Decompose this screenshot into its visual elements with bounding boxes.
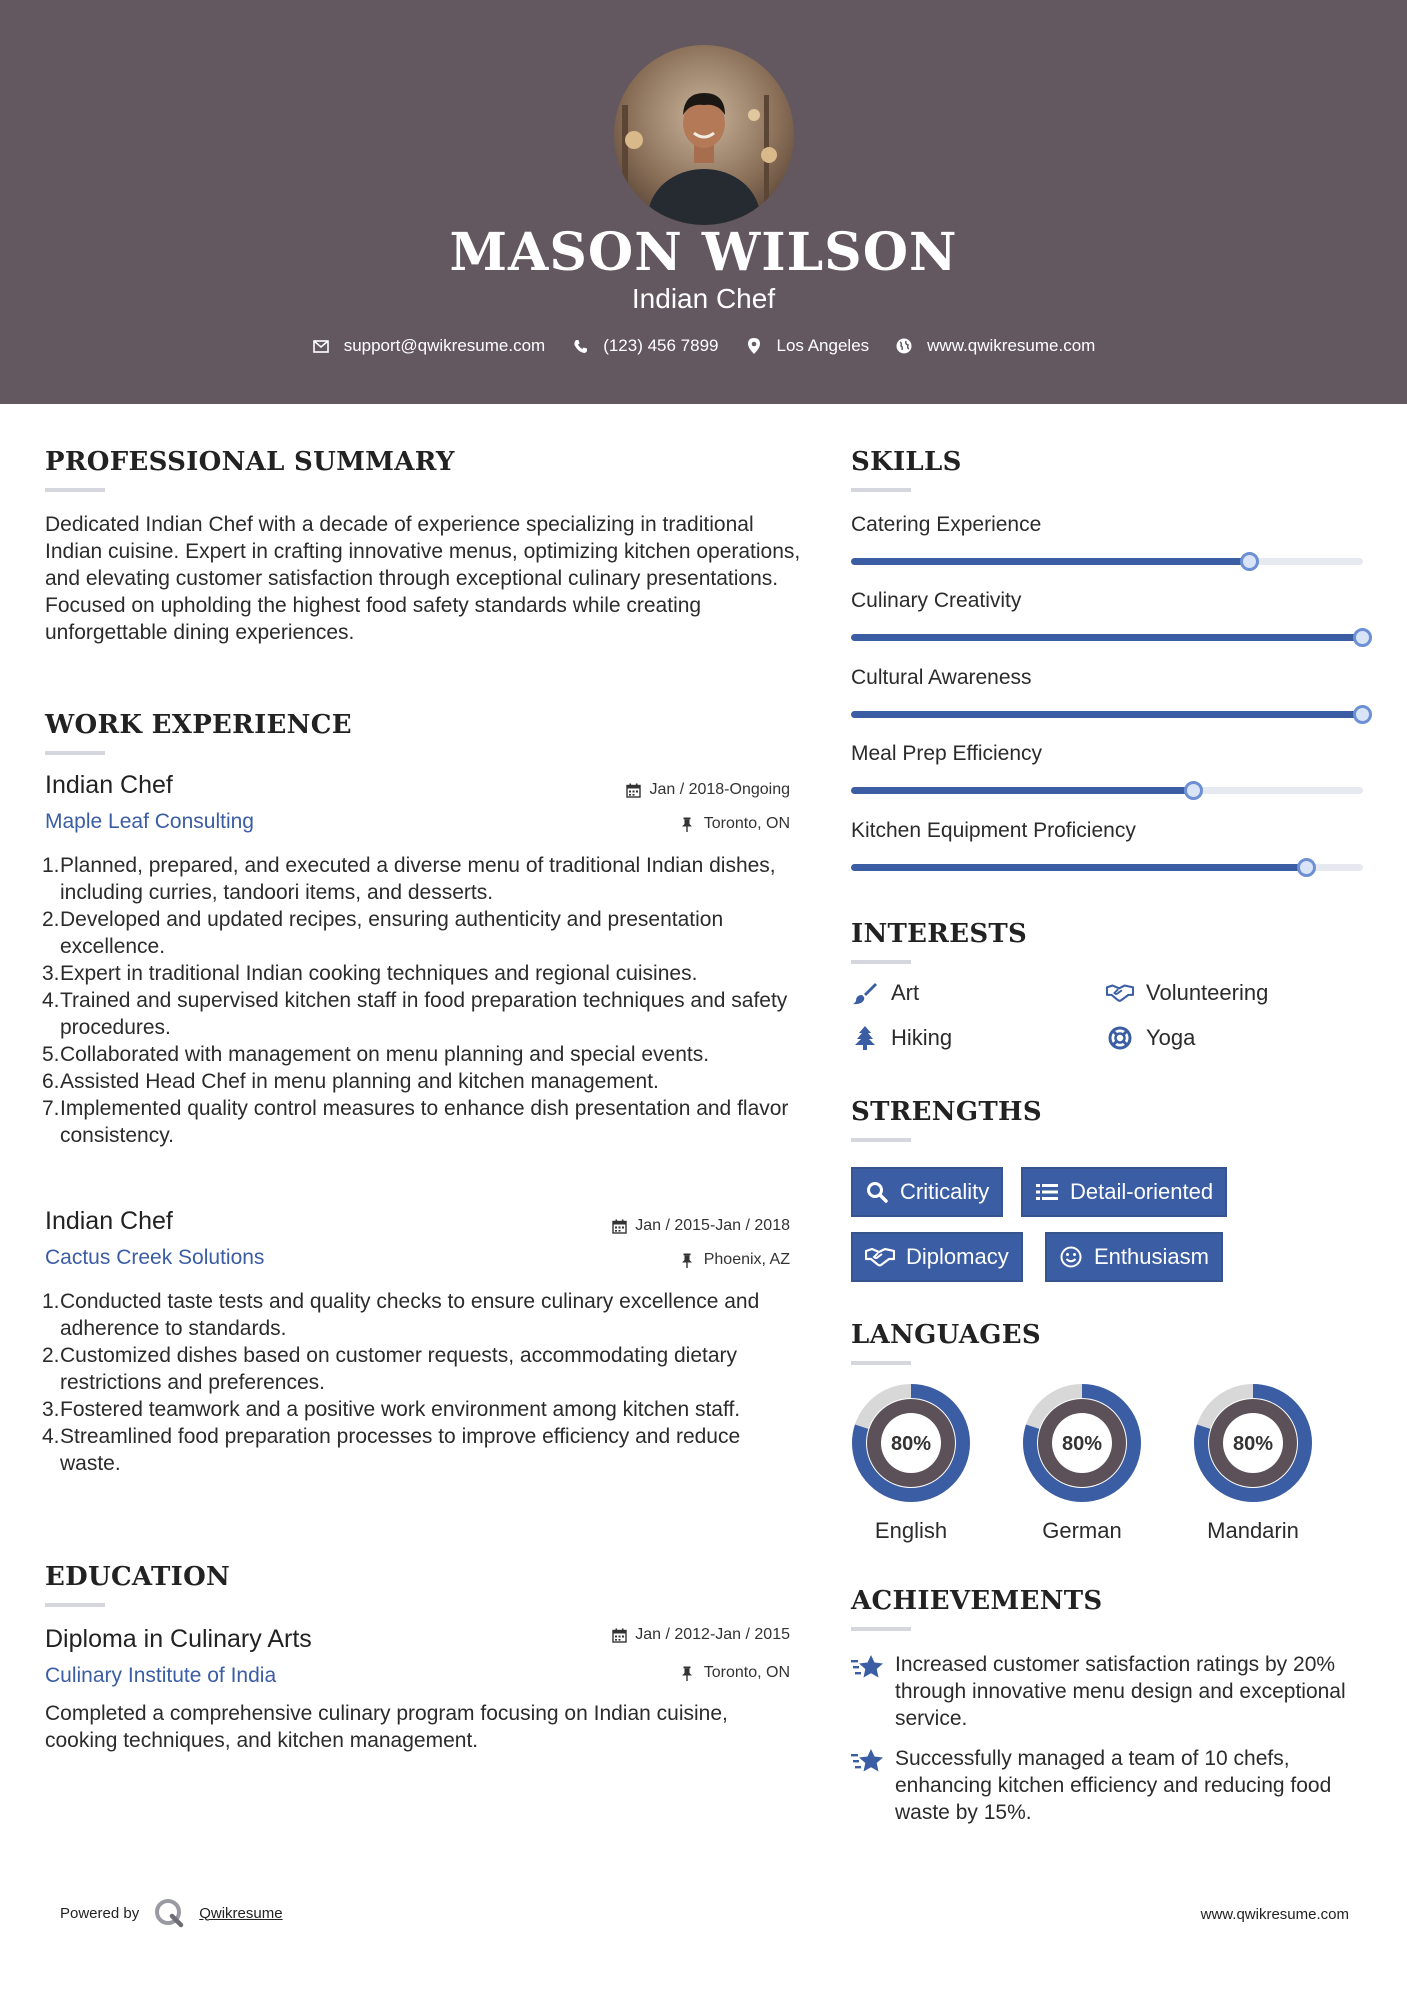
list-item: 7. Implemented quality control measures to enhance dish presentation and flavor consistency. (42, 1097, 789, 1147)
interests-heading-rule (851, 960, 911, 964)
interests-heading: INTERESTS (851, 919, 1028, 949)
location-text: Los Angeles (776, 336, 870, 355)
language-percent: 80% (890, 1433, 932, 1455)
interest-label: Yoga (1146, 1025, 1196, 1050)
summary-heading-rule (45, 488, 105, 492)
school-name[interactable]: Culinary Institute of India (45, 1664, 277, 1687)
language-name: English (874, 1518, 948, 1543)
job-dates-text: Jan / 2018-Ongoing (649, 781, 790, 798)
achievement-item (851, 1651, 1351, 1732)
language-ring (1021, 1382, 1143, 1504)
list-item: 1. Conducted taste tests and quality checks to ensure culinary excellence and adherence to standards. (42, 1290, 760, 1340)
skills-heading-rule (851, 488, 911, 492)
calendar-icon (626, 783, 641, 798)
interest-label: Art (891, 980, 920, 1005)
language-percent: 80% (1232, 1433, 1274, 1455)
skill-label: Meal Prep Efficiency (851, 742, 1043, 765)
candidate-name: MASON WILSON (449, 222, 958, 283)
footer-site-link[interactable]: www.qwikresume.com (1200, 1906, 1349, 1923)
list-item: 2. Developed and updated recipes, ensuring authenticity and presentation excellence. (42, 908, 724, 958)
job-title: Indian Chef (45, 1207, 173, 1235)
achievement-item (851, 1745, 1351, 1826)
skill-bar (851, 864, 1363, 871)
strength-label: Criticality (900, 1179, 990, 1204)
smile-icon (1059, 1245, 1083, 1269)
work-heading: WORK EXPERIENCE (45, 710, 352, 740)
language-item (1192, 1382, 1314, 1544)
handshake-icon (1106, 980, 1134, 1006)
languages-heading: LANGUAGES (851, 1320, 1041, 1350)
education-dates (440, 1626, 790, 1644)
job-title: Indian Chef (45, 771, 173, 799)
interest-label: Volunteering (1146, 980, 1269, 1005)
candidate-title: Indian Chef (631, 283, 776, 314)
powered-by-label: Powered by (60, 1904, 140, 1922)
strength-chip (851, 1232, 1023, 1282)
tree-icon (851, 1025, 879, 1051)
language-ring (850, 1382, 972, 1504)
contact-website[interactable] (895, 336, 1095, 356)
summary-text: Dedicated Indian Chef with a decade of experience specializing in traditional Indian cuisine. Expert in crafting innovative menus, optimizing kitchen operations, and elevating customer satisfaction through exceptional culinary presentations. Focused on upholding the highest food safety standards while creating unforgettable dining experiences. (45, 513, 801, 644)
strength-chip (1045, 1232, 1223, 1282)
education-description: Completed a comprehensive culinary program focusing on Indian cuisine, cooking techniques, and kitchen management. (45, 1702, 728, 1752)
education-location-text: Toronto, ON (703, 1664, 790, 1681)
skill-bar-handle (1353, 705, 1372, 724)
strengths-heading: STRENGTHS (851, 1097, 1042, 1127)
skill-bar (851, 787, 1363, 794)
language-name: German (1042, 1518, 1122, 1543)
contact-location (745, 336, 870, 356)
resume-header (0, 0, 1407, 404)
summary-heading: PROFESSIONAL SUMMARY (45, 447, 455, 477)
interest-label: Hiking (891, 1025, 953, 1050)
achievements-heading-rule (851, 1627, 911, 1631)
skill-bar-handle (1240, 552, 1259, 571)
work-heading-rule (45, 751, 105, 755)
degree-title: Diploma in Culinary Arts (45, 1625, 312, 1653)
skill-bar (851, 711, 1363, 718)
skill-bar-fill (851, 787, 1194, 794)
company-name[interactable]: Cactus Creek Solutions (45, 1246, 265, 1269)
list-item: 4. Trained and supervised kitchen staff in food preparation techniques and safety procedures. (42, 989, 788, 1039)
skill-bar (851, 634, 1363, 641)
strength-label: Detail-oriented (1070, 1179, 1214, 1204)
interest-yoga (1106, 1025, 1195, 1051)
job-location (440, 815, 790, 833)
job-dates (440, 1217, 790, 1235)
globe-icon (895, 337, 913, 355)
calendar-icon (612, 1628, 627, 1643)
skill-bar-handle (1184, 781, 1203, 800)
company-name[interactable]: Maple Leaf Consulting (45, 810, 254, 833)
achievement-text: Increased customer satisfaction ratings by 20% through innovative menu design and exceptional service. (895, 1653, 1346, 1730)
strength-chip (1021, 1167, 1227, 1217)
pushpin-icon (681, 1666, 696, 1681)
strengths-heading-rule (851, 1138, 911, 1142)
job-duties-list (42, 852, 802, 1149)
skill-bar-fill (851, 711, 1363, 718)
job-duties-list (42, 1288, 802, 1477)
star-icon (851, 1654, 885, 1684)
language-name: Mandarin (1207, 1518, 1299, 1543)
qwikresume-link[interactable]: Qwikresume (199, 1904, 283, 1922)
job-location (440, 1251, 790, 1269)
achievements-heading: ACHIEVEMENTS (851, 1586, 1103, 1616)
job-location-text: Phoenix, AZ (703, 1251, 790, 1268)
job-dates (440, 781, 790, 799)
pushpin-icon (681, 817, 696, 832)
list-item: 3. Fostered teamwork and a positive work environment among kitchen staff. (42, 1398, 741, 1421)
strength-label: Enthusiasm (1094, 1244, 1209, 1269)
education-dates-text: Jan / 2012-Jan / 2015 (635, 1626, 790, 1643)
email-text: support@qwikresume.com (343, 336, 546, 355)
skill-bar-handle (1353, 628, 1372, 647)
interest-hiking (851, 1025, 952, 1051)
interest-art (851, 980, 919, 1006)
skill-label: Culinary Creativity (851, 589, 1022, 612)
language-item (1021, 1382, 1143, 1544)
language-percent: 80% (1061, 1433, 1103, 1455)
skill-bar-handle (1297, 858, 1316, 877)
job-dates-text: Jan / 2015-Jan / 2018 (635, 1217, 790, 1234)
interest-volunteering (1106, 980, 1268, 1006)
strength-chip (851, 1167, 1003, 1217)
list-item: 4. Streamlined food preparation processes to improve efficiency and reduce waste. (42, 1425, 741, 1475)
skill-bar-fill (851, 634, 1363, 641)
envelope-icon (312, 337, 330, 355)
handshake-icon (865, 1245, 895, 1269)
contact-phone[interactable] (571, 336, 718, 356)
education-location (440, 1664, 790, 1682)
skill-label: Catering Experience (851, 513, 1042, 536)
phone-icon (571, 337, 589, 355)
profile-photo (614, 45, 794, 225)
list-item: 2. Customized dishes based on customer requests, accommodating dietary restrictions and preferences. (42, 1344, 738, 1394)
paintbrush-icon (851, 980, 879, 1006)
list-item: 1. Planned, prepared, and executed a diverse menu of traditional Indian dishes, including curries, tandoori items, and desserts. (42, 854, 776, 904)
calendar-icon (612, 1219, 627, 1234)
list-item: 6. Assisted Head Chef in menu planning and kitchen management. (42, 1070, 659, 1093)
education-heading: EDUCATION (45, 1562, 231, 1592)
phone-text: (123) 456 7899 (603, 336, 719, 355)
list-item: 3. Expert in traditional Indian cooking techniques and regional cuisines. (42, 962, 698, 985)
website-text: www.qwikresume.com (927, 336, 1096, 355)
skill-label: Cultural Awareness (851, 666, 1032, 689)
languages-heading-rule (851, 1361, 911, 1365)
contact-bar (0, 336, 1407, 356)
contact-email[interactable] (312, 336, 546, 356)
qwikresume-logo-icon (153, 1897, 185, 1929)
star-icon (851, 1748, 885, 1778)
pushpin-icon (681, 1253, 696, 1268)
map-pin-icon (745, 337, 763, 355)
search-icon (865, 1180, 889, 1204)
education-heading-rule (45, 1603, 105, 1607)
footer-powered-by (60, 1897, 283, 1929)
job-location-text: Toronto, ON (703, 815, 790, 832)
list-icon (1035, 1180, 1059, 1204)
skill-bar-fill (851, 864, 1307, 871)
lifering-icon (1106, 1025, 1134, 1051)
skill-bar-fill (851, 558, 1250, 565)
achievement-text: Successfully managed a team of 10 chefs, enhancing kitchen efficiency and reducing food waste by 15%. (895, 1747, 1332, 1824)
language-ring (1192, 1382, 1314, 1504)
strength-label: Diplomacy (906, 1244, 1009, 1269)
skill-label: Kitchen Equipment Proficiency (851, 819, 1136, 842)
skills-heading: SKILLS (851, 447, 962, 477)
list-item: 5. Collaborated with management on menu planning and special events. (42, 1043, 710, 1066)
skill-bar (851, 558, 1363, 565)
language-item (850, 1382, 972, 1544)
